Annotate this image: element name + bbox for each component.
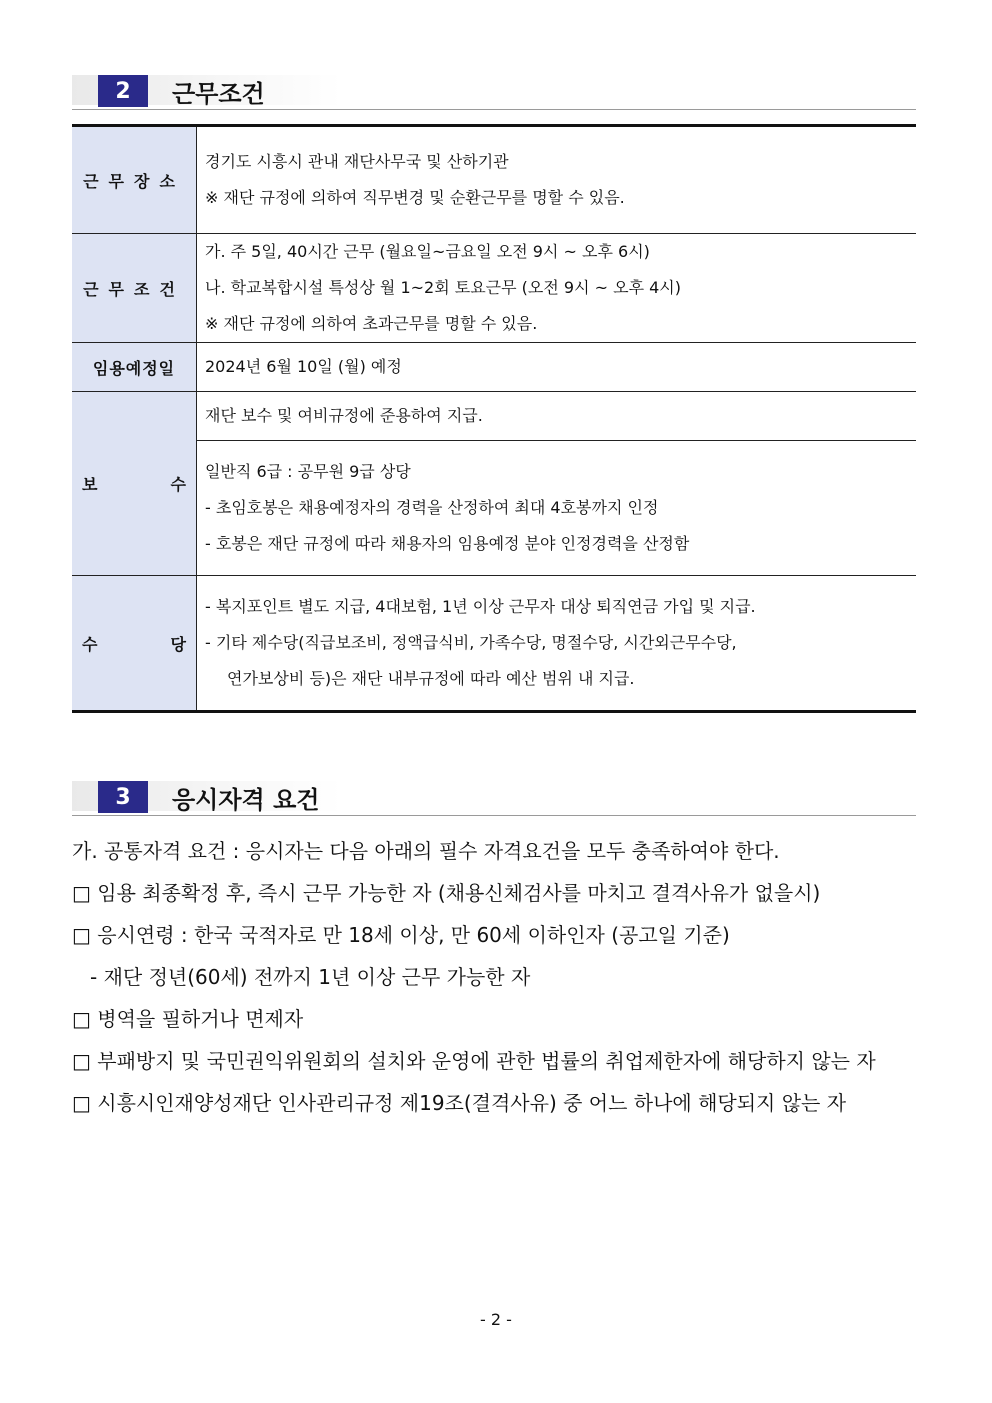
requirement-line: 가. 공통자격 요건 : 응시자는 다음 아래의 필수 자격요건을 모두 충족하여야 한다. xyxy=(72,839,780,863)
row-allowance xyxy=(72,576,916,712)
value-salary-rule xyxy=(197,392,917,441)
requirement-line: □ 응시연령 : 한국 국적자로 만 18세 이상, 만 60세 이하인자 (공고일 기준) xyxy=(72,923,730,947)
value-allowance xyxy=(197,576,917,712)
work-conditions-table xyxy=(72,124,916,713)
row-salary-top xyxy=(72,392,916,441)
section-title: 응시자격 요건 xyxy=(172,786,320,814)
section-2-header xyxy=(72,72,916,110)
label-work-conditions: 근무조건 xyxy=(72,234,197,343)
requirement-line: □ 부패방지 및 국민권익위원회의 설치와 운영에 관한 법률의 취업제한자에 해당하지 않는 자 xyxy=(72,1049,876,1073)
value-work-place xyxy=(197,126,917,234)
text-line: 가. 주 5일, 40시간 근무 (월요일~금요일 오전 9시 ~ 오후 6시) xyxy=(205,242,650,261)
section-3-header xyxy=(72,778,916,816)
requirement-line: □ 임용 최종확정 후, 즉시 근무 가능한 자 (채용신체검사를 마치고 결격사유가 없을시) xyxy=(72,881,821,905)
text-line: ※ 재단 규정에 의하여 초과근무를 명할 수 있음. xyxy=(205,314,538,333)
section-number: 2 xyxy=(98,75,148,107)
text-line: ※ 재단 규정에 의하여 직무변경 및 순환근무를 명할 수 있음. xyxy=(205,188,625,207)
label-salary-b: 수 xyxy=(170,475,186,494)
text-line: - 복지포인트 별도 지급, 4대보험, 1년 이상 근무자 대상 퇴직연금 가입 및 지급. xyxy=(205,597,756,616)
value-start-date xyxy=(197,343,917,392)
label-allowance-a: 수 xyxy=(82,634,98,654)
value-work-conditions xyxy=(197,234,917,343)
section-number: 3 xyxy=(98,781,148,813)
requirements-list xyxy=(72,830,932,1124)
text-line: - 초임호봉은 채용예정자의 경력을 산정하여 최대 4호봉까지 인정 xyxy=(205,498,659,517)
label-salary xyxy=(72,392,197,576)
label-salary-a: 보 xyxy=(82,475,98,494)
text-line: 나. 학교복합시설 특성상 월 1~2회 토요근무 (오전 9시 ~ 오후 4시) xyxy=(205,278,681,297)
header-rule xyxy=(72,815,916,816)
header-rule xyxy=(72,109,916,110)
row-work-conditions xyxy=(72,234,916,343)
text-line: 재단 보수 및 여비규정에 준용하여 지급. xyxy=(205,406,483,425)
section-title: 근무조건 xyxy=(172,80,265,108)
text-line: 경기도 시흥시 관내 재단사무국 및 산하기관 xyxy=(205,152,509,171)
value-salary-detail xyxy=(197,441,917,576)
label-work-place: 근무장소 xyxy=(72,126,197,234)
text-line: 연가보상비 등)은 재단 내부규정에 따라 예산 범위 내 지급. xyxy=(227,669,635,688)
requirement-line: - 재단 정년(60세) 전까지 1년 이상 근무 가능한 자 xyxy=(90,965,531,989)
text-line: 2024년 6월 10일 (월) 예정 xyxy=(205,357,402,376)
row-start-date xyxy=(72,343,916,392)
requirement-line: □ 병역을 필하거나 면제자 xyxy=(72,1007,304,1031)
text-line: 일반직 6급 : 공무원 9급 상당 xyxy=(205,462,411,481)
text-line: - 기타 제수당(직급보조비, 정액급식비, 가족수당, 명절수당, 시간외근무수당, xyxy=(205,633,737,652)
row-salary-detail xyxy=(72,441,916,576)
page-number: - 2 - xyxy=(480,1310,512,1329)
label-allowance xyxy=(72,576,197,712)
label-start-date: 임용예정일 xyxy=(72,343,197,392)
label-allowance-b: 당 xyxy=(170,634,186,654)
requirement-line: □ 시흥시인재양성재단 인사관리규정 제19조(결격사유) 중 어느 하나에 해당되지 않는 자 xyxy=(72,1091,847,1115)
text-line: - 호봉은 재단 규정에 따라 채용자의 임용예정 분야 인정경력을 산정함 xyxy=(205,534,690,553)
row-work-place xyxy=(72,126,916,234)
